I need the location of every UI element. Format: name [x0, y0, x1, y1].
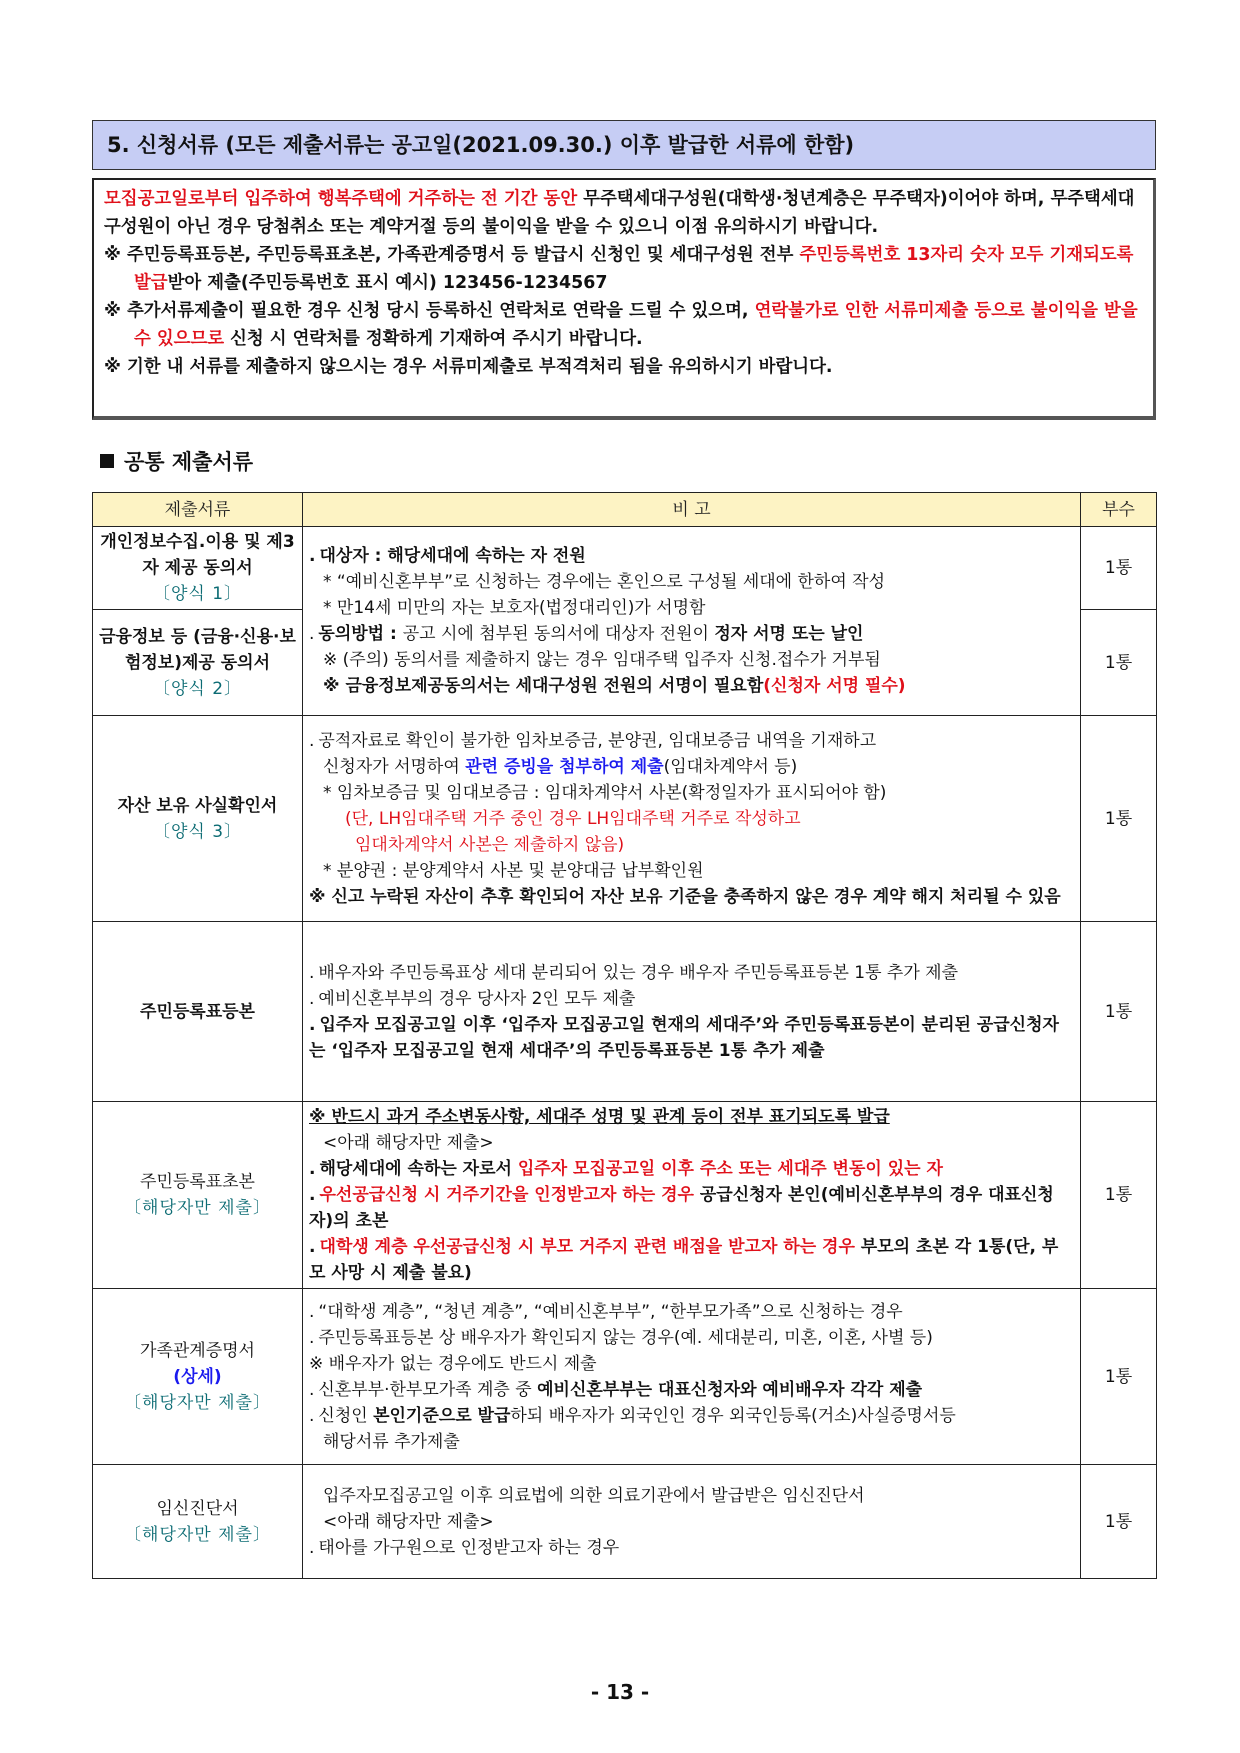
notice-paragraph-2: ※ 주민등록표등본, 주민등록표초본, 가족관계증명서 등 발급시 신청인 및 세대구성원 전부 주민등록번호 13자리 숫자 모두 기재되도록 발급받아 제출(주민등록번호 표시 예시) 123456-1234567: [104, 245, 1134, 293]
table-row: [93, 716, 1157, 922]
notes-cell: . 배우자와 주민등록표상 세대 분리되어 있는 경우 배우자 주민등록표등본 1통 추가 제출 . 예비신혼부부의 경우 당사자 2인 모두 제출 . 입주자 모집공고일 이후 ‘입주자 모집공고일 현재의 세대주’와 주민등록표등본이 분리된 공급신청자는 ‘입주자 모집공고일 현재 세대주’의 주민등록표등본 1통 추가 제출: [303, 922, 1081, 1102]
document-name: 개인정보수집.이용 및 제3자 제공 동의서 〔양식 1〕: [93, 527, 303, 610]
table-row: [93, 1465, 1157, 1579]
notice-paragraph-4: ※ 기한 내 서류를 제출하지 않으시는 경우 서류미제출로 부적격처리 됨을 유의하시기 바랍니다.: [104, 357, 833, 377]
table-row: [93, 1289, 1157, 1465]
count-cell: 1통: [1081, 1465, 1157, 1579]
document-name: 자산 보유 사실확인서 〔양식 3〕: [93, 716, 303, 922]
document-name: 주민등록표등본: [93, 922, 303, 1102]
notes-cell: . “대학생 계층”, “청년 계층”, “예비신혼부부”, “한부모가족”으로 신청하는 경우 . 주민등록표등본 상 배우자가 확인되지 않는 경우(예. 세대분리, 미혼, 이혼, 사별 등) ※ 배우자가 없는 경우에도 반드시 제출 . 신혼부부·한부모가족 계층 중 예비신혼부부는 대표신청자와 예비배우자 각각 제출 . 신청인 본인기준으로 발급하되 배우자가 외국인인 경우 외국인등록(거소)사실증명서등 해당서류 추가제출: [303, 1289, 1081, 1465]
count-cell: 1통: [1081, 922, 1157, 1102]
count-cell: 1통: [1081, 1289, 1157, 1465]
table-row: [93, 922, 1157, 1102]
square-bullet-icon: [100, 454, 114, 468]
header-document: 제출서류: [93, 493, 303, 527]
notes-cell: 입주자모집공고일 이후 의료법에 의한 의료기관에서 발급받은 임신진단서 <아래 해당자만 제출> . 태아를 가구원으로 인정받고자 하는 경우: [303, 1465, 1081, 1579]
notice-paragraph-1: 모집공고일로부터 입주하여 행복주택에 거주하는 전 기간 동안 무주택세대구성원(대학생·청년계층은 무주택자)이어야 하며, 무주택세대구성원이 아닌 경우 당첨취소 또는 계약거절 등의 불이익을 받을 수 있으니 이점 유의하시기 바랍니다.: [104, 189, 1135, 237]
count-cell: 1통: [1081, 716, 1157, 922]
header-count: 부수: [1081, 493, 1157, 527]
notice-box: [92, 178, 1156, 420]
document-name: 가족관계증명서 (상세) 〔해당자만 제출〕: [93, 1289, 303, 1465]
count-cell: 1통: [1081, 527, 1157, 610]
count-cell: 1통: [1081, 1102, 1157, 1289]
section-title: 5. 신청서류 (모든 제출서류는 공고일(2021.09.30.) 이후 발급한 서류에 한함): [92, 120, 1156, 170]
notice-paragraph-3: ※ 추가서류제출이 필요한 경우 신청 당시 등록하신 연락처로 연락을 드릴 수 있으며, 연락불가로 인한 서류미제출 등으로 불이익을 받을 수 있으므로 신청 시 연락처를 정확하게 기재하여 주시기 바랍니다.: [104, 301, 1138, 349]
section-heading: 공통 제출서류: [100, 446, 253, 476]
notes-cell: ※ 반드시 과거 주소변동사항, 세대주 성명 및 관계 등이 전부 표기되도록 발급 <아래 해당자만 제출> . 해당세대에 속하는 자로서 입주자 모집공고일 이후 주소 또는 세대주 변동이 있는 자 . 우선공급신청 시 거주기간을 인정받고자 하는 경우 공급신청자 본인(예비신혼부부의 경우 대표신청자)의 초본 . 대학생 계층 우선공급신청 시 부모 거주지 관련 배점을 받고자 하는 경우 부모의 초본 각 1통(단, 부모 사망 시 제출 불요): [303, 1102, 1081, 1289]
notes-cell: . 공적자료로 확인이 불가한 임차보증금, 분양권, 임대보증금 내역을 기재하고 신청자가 서명하여 관련 증빙을 첨부하여 제출(임대차계약서 등) * 임차보증금 및 임대보증금 : 임대차계약서 사본(확정일자가 표시되어야 함) (단, LH임대주택 거주 중인 경우 LH임대주택 거주로 작성하고 임대차계약서 사본은 제출하지 않음) * 분양권 : 분양계약서 사본 및 분양대금 납부확인원 ※ 신고 누락된 자산이 추후 확인되어 자산 보유 기준을 충족하지 않은 경우 계약 해지 처리될 수 있음: [303, 716, 1081, 922]
notes-cell: . 대상자 : 해당세대에 속하는 자 전원 * “예비신혼부부”로 신청하는 경우에는 혼인으로 구성될 세대에 한하여 작성 * 만14세 미만의 자는 보호자(법정대리인)가 서명함 . 동의방법 : 공고 시에 첨부된 동의서에 대상자 전원이 정자 서명 또는 날인 ※ (주의) 동의서를 제출하지 않는 경우 임대주택 입주자 신청.접수가 거부됨 ※ 금융정보제공동의서는 세대구성원 전원의 서명이 필요함(신청자 서명 필수): [303, 527, 1081, 716]
document-name: 금융정보 등 (금융·신용·보험정보)제공 동의서 〔양식 2〕: [93, 610, 303, 716]
header-notes: 비 고: [303, 493, 1081, 527]
page-number: - 13 -: [590, 1680, 650, 1704]
table-header-row: [93, 493, 1157, 527]
count-cell: 1통: [1081, 610, 1157, 716]
document-name: 임신진단서 〔해당자만 제출〕: [93, 1465, 303, 1579]
table-row: [93, 1102, 1157, 1289]
document-name: 주민등록표초본 〔해당자만 제출〕: [93, 1102, 303, 1289]
documents-table: [92, 492, 1157, 1579]
table-row: [93, 527, 1157, 610]
